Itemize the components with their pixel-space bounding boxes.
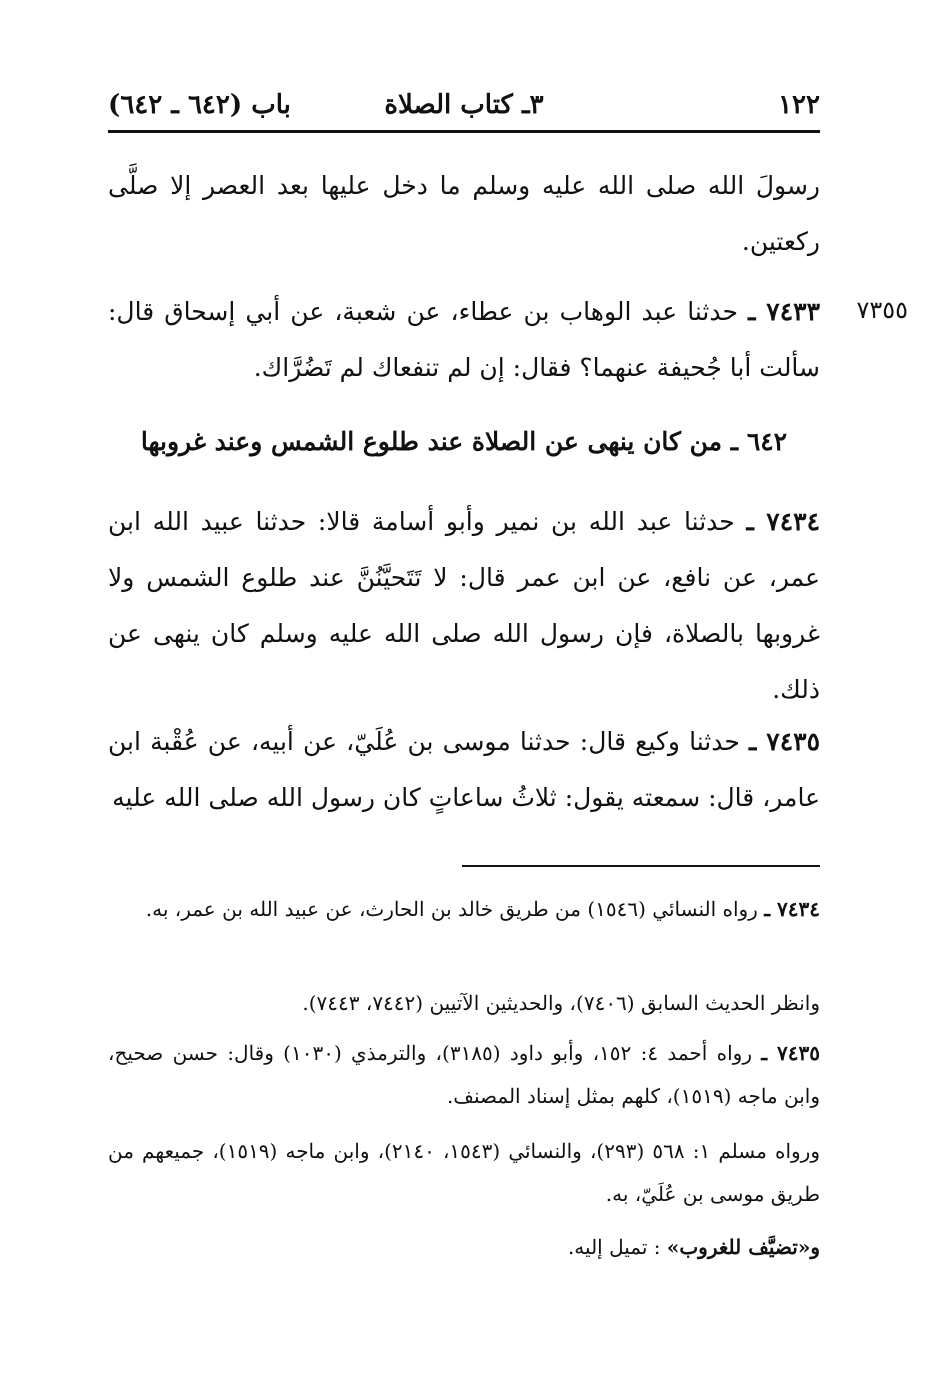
footnote-text: رواه النسائي (١٥٤٦) من طريق خالد بن الحارث، عن عبيد الله بن عمر، به. [145,897,758,921]
footnote-7435-gloss [108,1226,820,1269]
hadith-number: ٧٤٣٣ ـ [748,297,821,326]
footnote-number: ٧٤٣٤ ـ [764,897,820,921]
hadith-7434 [108,494,820,718]
hadith-text: حدثنا وكيع قال: حدثنا موسى بن عُلَيّ، عن أبيه، عن عُقْبة ابن عامر، قال: سمعته يقول: ثلاثُ ساعاتٍ كان رسول الله صلى الله عليه [108,727,820,812]
chapter-heading: ٦٤٢ ـ من كان ينهى عن الصلاة عند طلوع الشمس وعند غروبها [140,427,788,456]
gloss-term: و«تضيَّف للغروب» [666,1235,820,1259]
hadith-text: حدثنا عبد الوهاب بن عطاء، عن شعبة، عن أبي إسحاق قال: سألت أبا جُحيفة عنهما؟ فقال: إن لم تنفعاك لم تَضُرَّاك. [108,297,820,382]
page-number: ١٢٢ [778,90,820,120]
footnote-7434-continued: وانظر الحديث السابق (٧٤٠٦)، والحديثين الآتيين (٧٤٤٢، ٧٤٤٣). [302,991,820,1015]
footnote-7435-continued: ورواه مسلم ١: ٥٦٨ (٢٩٣)، والنسائي (١٥٤٣، ٢١٤٠)، وابن ماجه (١٥١٩)، جميعهم من طريق موسى بن عُلَيّ، به. [108,1139,820,1206]
hadith-number: ٧٤٣٤ ـ [746,507,820,536]
header-rule [108,130,820,133]
chapter-range: باب (٦٤٢ ـ ٦٤٢) [108,90,291,120]
footnote-separator [462,865,820,867]
margin-cross-reference: ٧٣٥٥ [856,296,908,324]
footnote-number: ٧٤٣٥ ـ [761,1041,821,1065]
continuation-paragraph: رسولَ الله صلى الله عليه وسلم ما دخل عليها بعد العصر إلا صلَّى ركعتين. [108,171,820,256]
page-header [108,84,820,128]
hadith-7435 [108,714,820,826]
footnote-7435 [108,1032,820,1118]
hadith-number: ٧٤٣٥ ـ [749,727,820,756]
footnote-7434 [108,888,820,931]
hadith-7433 [108,284,820,396]
gloss-text: : تميل إليه. [567,1235,661,1259]
book-title: ٣ـ كتاب الصلاة [384,90,544,120]
footnote-text: رواه أحمد ٤: ١٥٢، وأبو داود (٣١٨٥)، والترمذي (١٠٣٠) وقال: حسن صحيح، وابن ماجه (١٥١٩)، كلهم بمثل إسناد المصنف. [108,1041,820,1108]
hadith-text: حدثنا عبد الله بن نمير وأبو أسامة قالا: حدثنا عبيد الله ابن عمر، عن نافع، عن ابن عمر قال: لا تَتَحيَّنُنَّ عند طلوع الشمس ولا غروبها بالصلاة، فإن رسول الله صلى الله عليه وسلم كان ينهى عن ذلك. [108,507,820,704]
